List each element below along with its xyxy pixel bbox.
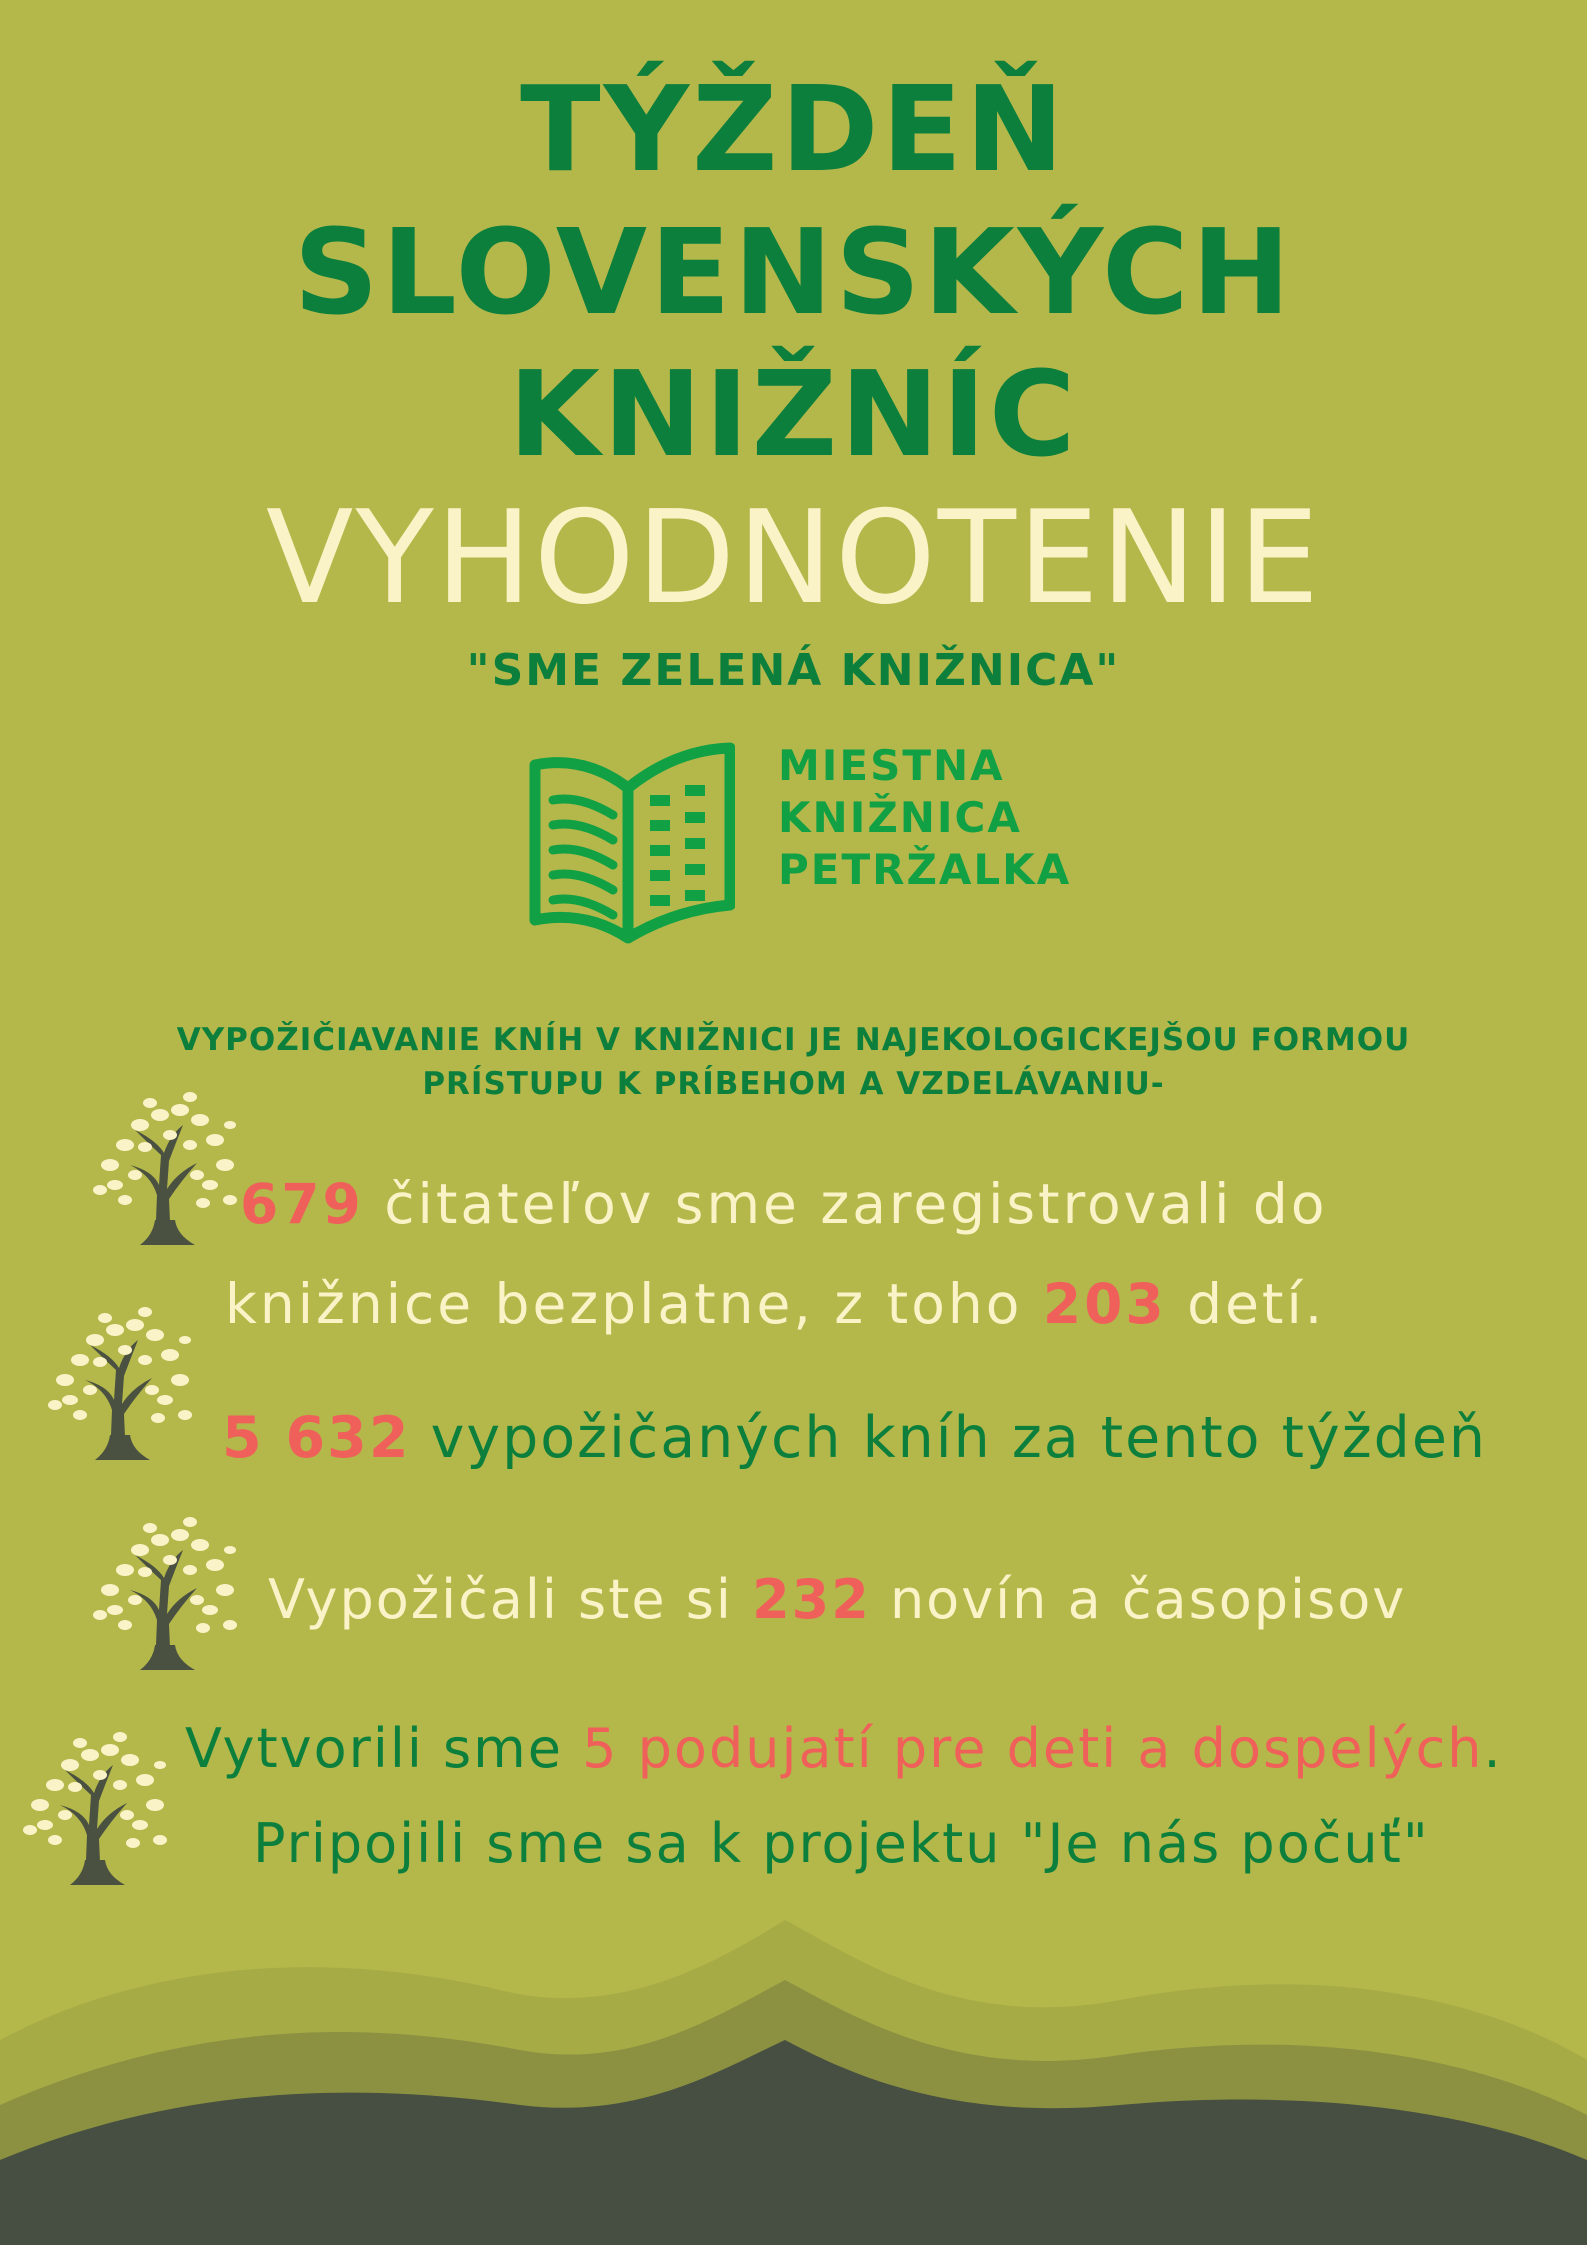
logo-line-3: PETRŽALKA <box>778 845 1072 894</box>
stat-events-line-2: Pripojili sme sa k projektu "Je nás počuť" <box>253 1812 1430 1875</box>
title-line-1: TÝŽDEŇ <box>520 60 1067 198</box>
stat-readers-line-1 <box>240 1172 1328 1236</box>
motto: "SME ZELENÁ KNIŽNICA" <box>466 645 1121 696</box>
books-count: 5 632 <box>222 1405 411 1471</box>
books-text: vypožičaných kníh za tento týždeň <box>410 1405 1488 1471</box>
library-logo <box>525 740 1095 950</box>
intro-line-2: PRÍSTUPU K PRÍBEHOM A VZDELÁVANIU- <box>422 1066 1165 1102</box>
readers-text-c: detí. <box>1166 1272 1326 1336</box>
tree-icon <box>85 1085 240 1245</box>
logo-line-1: MIESTNA <box>778 741 1005 790</box>
tree-icon <box>15 1725 170 1885</box>
stat-press <box>268 1568 1406 1631</box>
readers-count: 679 <box>240 1172 364 1236</box>
kids-count: 203 <box>1042 1272 1167 1336</box>
stat-books <box>222 1405 1487 1471</box>
logo-line-2: KNIŽNICA <box>778 793 1022 842</box>
title-line-3: KNIŽNÍC <box>508 345 1079 483</box>
open-book-icon <box>525 740 735 950</box>
logo-text <box>778 740 1071 896</box>
events-highlight: 5 podujatí pre deti a dospelých <box>582 1717 1484 1780</box>
tree-icon <box>40 1300 195 1460</box>
press-text-b: novín a časopisov <box>870 1568 1407 1631</box>
readers-text-a: čitateľov sme zaregistrovali do <box>363 1172 1328 1236</box>
tree-icon <box>85 1510 240 1670</box>
hills-decoration <box>0 1920 1587 2245</box>
intro-line-1: VYPOŽIČIAVANIE KNÍH V KNIŽNICI JE NAJEKOLOGICKEJŠOU FORMOU <box>176 1022 1411 1058</box>
subtitle: VYHODNOTENIE <box>265 484 1322 633</box>
readers-text-b: knižnice bezplatne, z toho <box>225 1272 1043 1336</box>
events-text-a: Vytvorili sme <box>185 1717 583 1780</box>
events-text-b: . <box>1483 1717 1503 1780</box>
title-line-2: SLOVENSKÝCH <box>293 203 1294 341</box>
stat-readers-line-2 <box>225 1272 1325 1336</box>
stat-events-line-1 <box>185 1717 1503 1780</box>
press-text-a: Vypožičali ste si <box>268 1568 753 1631</box>
press-count: 232 <box>752 1568 871 1631</box>
